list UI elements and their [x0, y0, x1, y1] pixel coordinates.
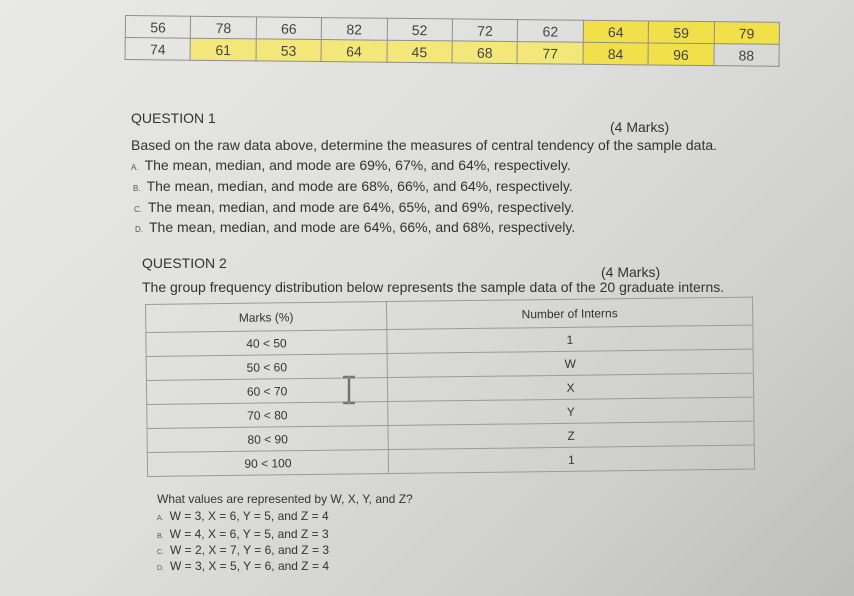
- interns-count-cell: X: [387, 373, 753, 401]
- raw-cell-highlighted: 79: [714, 22, 780, 45]
- question-2-option-d: [157, 559, 329, 573]
- option-letter: B.: [157, 533, 164, 540]
- option-letter: B.: [133, 184, 141, 193]
- option-letter: A.: [157, 515, 164, 522]
- raw-cell: 72: [452, 19, 518, 42]
- raw-cell-highlighted: 53: [256, 39, 322, 62]
- question-2-option-a: [157, 509, 329, 523]
- interns-count-cell: Y: [388, 397, 754, 425]
- marks-range-cell: 90 < 100: [147, 450, 388, 477]
- frequency-table: [145, 297, 755, 477]
- option-letter: D.: [157, 565, 164, 572]
- question-1-prompt: Based on the raw data above, determine the measures of central tendency of the sample data.: [131, 137, 718, 153]
- option-text: W = 3, X = 5, Y = 6, and Z = 4: [170, 559, 329, 573]
- question-1-option-a: [131, 157, 571, 173]
- raw-cell: 82: [321, 18, 387, 41]
- raw-cell-highlighted: 77: [517, 42, 583, 65]
- interns-count-cell: W: [387, 349, 753, 377]
- question-1-marks: (4 Marks): [610, 119, 670, 135]
- raw-cell-highlighted: 84: [583, 42, 649, 65]
- raw-cell-highlighted: 68: [452, 41, 518, 64]
- option-letter: D.: [135, 225, 143, 234]
- question-1-option-b: [133, 178, 573, 194]
- marks-range-cell: 50 < 60: [146, 354, 387, 381]
- text-cursor-icon: [340, 375, 358, 405]
- marks-range-cell: 70 < 80: [147, 402, 388, 429]
- raw-cell-highlighted: 96: [648, 43, 714, 66]
- option-text: The mean, median, and mode are 64%, 66%, and 68%, respectively.: [149, 219, 576, 235]
- marks-range-cell: 60 < 70: [146, 378, 387, 405]
- interns-count-cell: Z: [388, 421, 754, 449]
- question-2-title: QUESTION 2: [142, 255, 227, 271]
- question-2-option-b: [157, 527, 329, 541]
- question-2-sub-prompt: What values are represented by W, X, Y, and Z?: [157, 492, 413, 506]
- option-text: The mean, median, and mode are 64%, 65%, and 69%, respectively.: [148, 199, 575, 215]
- raw-cell-highlighted: 45: [387, 40, 453, 63]
- option-letter: C.: [134, 205, 142, 214]
- marks-range-cell: 40 < 50: [146, 330, 387, 357]
- raw-cell-highlighted: 59: [648, 21, 714, 44]
- option-text: W = 3, X = 6, Y = 5, and Z = 4: [169, 509, 329, 523]
- column-header-interns: Number of Interns: [386, 297, 752, 329]
- option-text: The mean, median, and mode are 69%, 67%, and 64%, respectively.: [144, 157, 571, 173]
- question-1-option-c: [134, 199, 574, 215]
- question-1-title: QUESTION 1: [131, 110, 216, 126]
- raw-cell: 74: [125, 38, 191, 61]
- option-text: W = 2, X = 7, Y = 6, and Z = 3: [170, 543, 329, 557]
- option-text: W = 4, X = 6, Y = 5, and Z = 3: [169, 527, 329, 541]
- raw-cell-highlighted: 64: [321, 40, 387, 63]
- interns-count-cell: 1: [388, 445, 754, 473]
- marks-range-cell: 80 < 90: [147, 426, 388, 453]
- raw-cell: 52: [387, 18, 453, 41]
- question-2-prompt: The group frequency distribution below represents the sample data of the 20 graduate interns.: [142, 279, 725, 295]
- raw-cell: 62: [518, 20, 584, 43]
- raw-cell: 88: [714, 44, 780, 67]
- interns-count-cell: 1: [387, 325, 753, 353]
- raw-cell: 66: [256, 17, 322, 40]
- option-letter: C.: [157, 549, 164, 556]
- question-1-option-d: [135, 219, 575, 235]
- raw-cell: 56: [125, 16, 191, 39]
- option-text: The mean, median, and mode are 68%, 66%, and 64%, respectively.: [146, 178, 573, 194]
- raw-data-table: [125, 15, 780, 67]
- question-2-marks: (4 Marks): [601, 264, 661, 280]
- question-2-option-c: [157, 543, 329, 557]
- raw-cell: 78: [191, 16, 257, 39]
- raw-cell-highlighted: 61: [190, 38, 256, 61]
- option-letter: A.: [131, 163, 139, 172]
- column-header-marks: Marks (%): [146, 302, 387, 333]
- raw-cell-highlighted: 64: [583, 20, 649, 43]
